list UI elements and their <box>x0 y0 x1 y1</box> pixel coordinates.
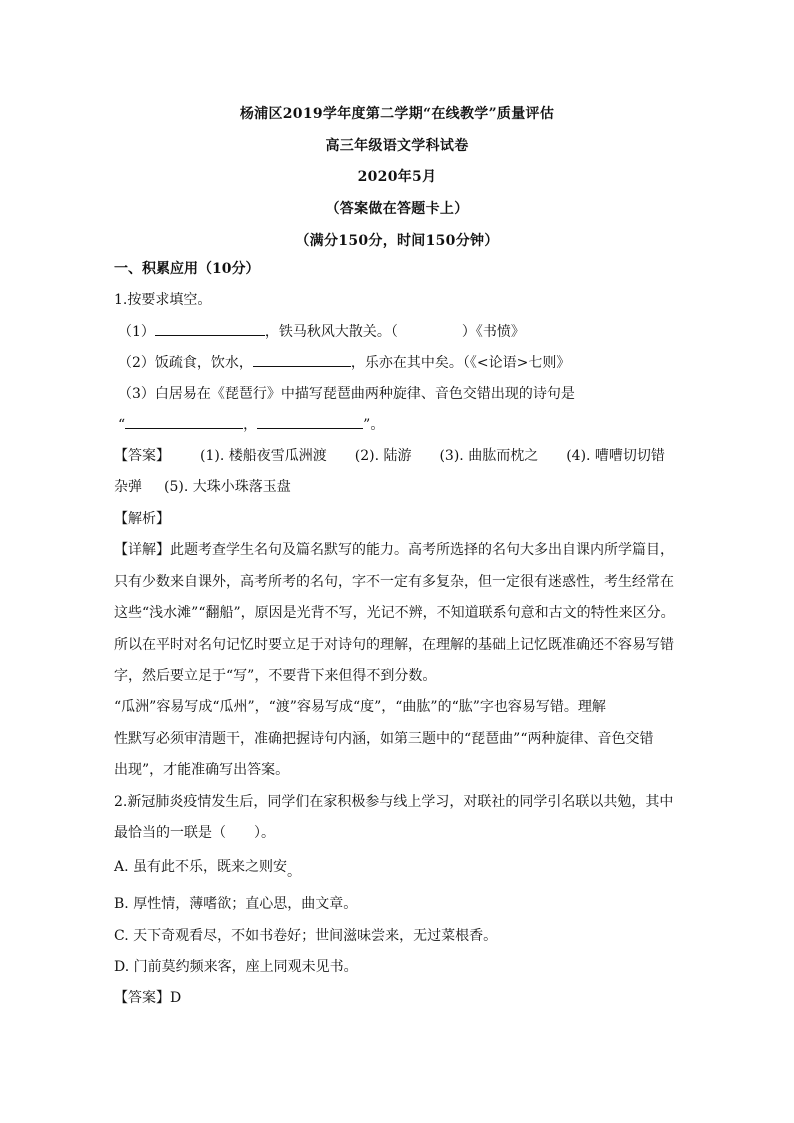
q1-answer-4: (4). 嘈嘈切切错 <box>566 448 665 464</box>
q1-item3-open-quote: “ <box>118 417 126 433</box>
q1-item3: （3）白居易在《琵琶行》中描写琵琶曲两种旋律、音色交错出现的诗句是 <box>118 386 575 402</box>
q1-detail-line-6: “瓜洲”容易写成“瓜州”，“渡”容易写成“度”，“曲肱”的“肱”字也容易写错。理解 <box>114 699 606 715</box>
exam-subtitle: 高三年级语文学科试卷 <box>325 138 469 154</box>
q1-detail-line-8: 出现”，才能准确写出答案。 <box>114 762 290 778</box>
q1-item3-blanks <box>118 414 688 435</box>
q1-item2-blank <box>253 352 351 367</box>
q1-answer-label: 【答案】 <box>114 448 170 464</box>
q2-answer <box>114 988 684 1008</box>
q1-answer-5: (5). 大珠小珠落玉盘 <box>164 479 291 495</box>
q1-answer-2: (2). 陆游 <box>354 448 412 464</box>
q2-option-a-text: A. 虽有此不乐，既来之则安 <box>114 859 288 875</box>
q1-answer-4-cont: 杂弹 <box>114 479 142 495</box>
q2-prompt-line-1: 2.新冠肺炎疫情发生后，同学们在家积极参与线上学习，对联社的同学引名联以共勉，其中 <box>114 794 674 810</box>
q2-answer-value: D <box>170 990 182 1006</box>
exam-note-score-time: （满分150分，时间150分钟） <box>295 233 499 249</box>
q1-item3-blank-1 <box>125 414 243 429</box>
q1-item3-blank-2 <box>257 414 363 429</box>
q1-item3-close-quote: ”。 <box>363 417 385 433</box>
q1-answer-cont <box>114 477 684 497</box>
q1-detail-line-2: 只有少数来自课外，高考所考的名句，字不一定有多复杂，但一定很有迷惑性，考生经常在 <box>114 574 674 590</box>
q1-item1-text: ，铁马秋风大散关。（ <box>264 324 398 340</box>
q2-option-a <box>114 857 684 880</box>
exam-title: 杨浦区2019学年度第二学期“在线教学”质量评估 <box>239 106 555 122</box>
q2-option-d: D. 门前莫约频来客，座上同观未见书。 <box>114 959 358 975</box>
q1-item1 <box>118 321 688 342</box>
q1-item2-text-start: （2）饭疏食，饮水， <box>118 355 253 371</box>
q1-detail-line-1 <box>114 540 684 560</box>
q1-answer-1: (1). 楼船夜雪瓜洲渡 <box>200 448 327 464</box>
q1-item1-number: （1） <box>118 324 155 340</box>
q2-option-b: B. 厚性情，薄嗜欲；直心思，曲文章。 <box>114 896 358 912</box>
q1-detail-line-3: 这些“浅水滩”“翻船”，原因是光背不写，光记不辨，不知道联系句意和古文的特性来区分。 <box>114 605 675 621</box>
q1-detail-line-5: 字，然后要立足于“写”，不要背下来但得不到分数。 <box>114 668 437 684</box>
q2-prompt-line-2: 最恰当的一联是（ ）。 <box>114 825 275 841</box>
q1-item2 <box>118 352 688 373</box>
q1-detail-line-4: 所以在平时对名句记忆时要立足于对诗句的理解，在理解的基础上记忆既准确还不容易写错 <box>114 637 674 653</box>
q1-item2-text-end: ，乐亦在其中矣。（《<论语>七则》 <box>350 355 571 371</box>
q1-item3-comma: ， <box>243 417 258 433</box>
q1-answer-3: (3). 曲肱而枕之 <box>439 448 539 464</box>
q1-prompt: 1.按要求填空。 <box>114 292 212 308</box>
q1-item1-source: ）《书愤》 <box>461 324 525 340</box>
q1-answer <box>114 446 684 466</box>
exam-date: 2020年5月 <box>357 169 437 185</box>
q2-answer-label: 【答案】 <box>114 990 170 1006</box>
q2-option-a-mark: 。 <box>287 864 302 880</box>
q1-detail-label: 【详解】 <box>114 542 170 558</box>
q1-detail-line-7: 性默写必须审清题干，准确把握诗句内涵，如第三题中的“琵琶曲”“两种旋律、音色交错 <box>114 731 654 747</box>
q2-option-c: C. 天下奇观看尽，不如书卷好；世间滋味尝来，无过菜根香。 <box>114 928 498 944</box>
q1-analysis-label: 【解析】 <box>114 511 170 527</box>
exam-note-answer-sheet: （答案做在答题卡上） <box>325 201 469 217</box>
q1-item1-blank <box>155 321 265 336</box>
q1-detail-text-1: 此题考查学生名句及篇名默写的能力。高考所选择的名句大多出自课内所学篇目， <box>170 542 674 558</box>
section-heading: 一、积累应用（10分） <box>114 261 260 277</box>
